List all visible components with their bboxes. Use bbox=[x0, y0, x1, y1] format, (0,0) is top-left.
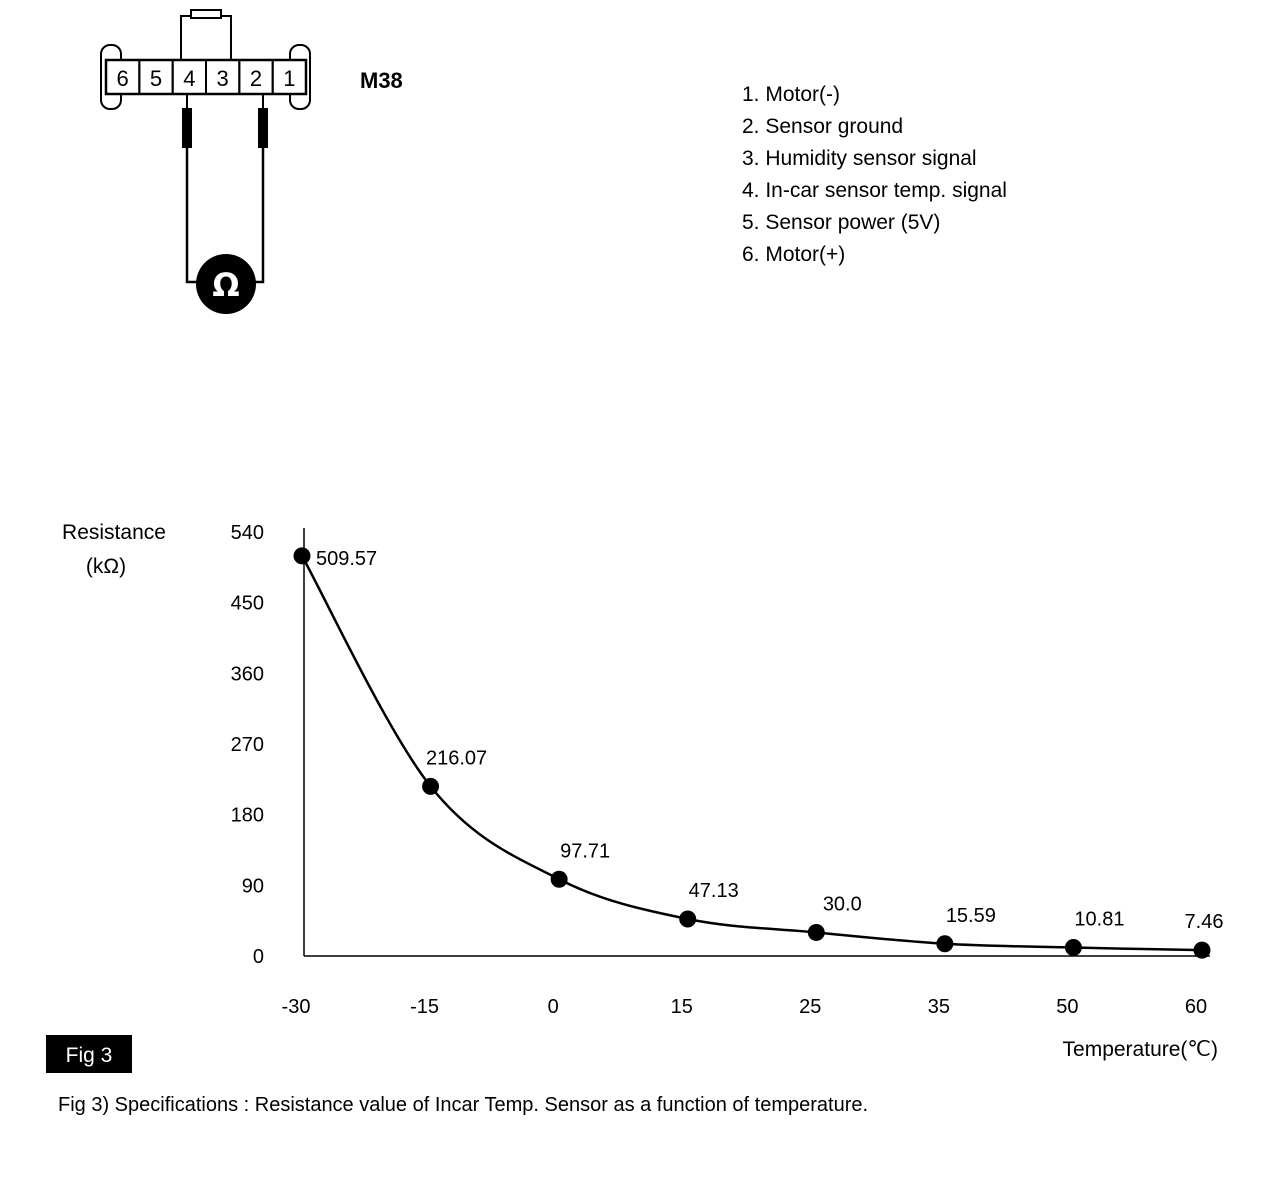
data-point bbox=[1194, 942, 1211, 959]
y-axis-unit: (kΩ) bbox=[85, 555, 127, 578]
connector-latch-tab bbox=[191, 10, 221, 18]
meter-lead-left bbox=[187, 148, 202, 282]
pin-legend-item: 2. Sensor ground bbox=[742, 115, 904, 138]
probe-right bbox=[258, 108, 268, 148]
y-tick-labels bbox=[231, 522, 264, 968]
data-label: 15.59 bbox=[945, 904, 996, 927]
pin-number: 4 bbox=[183, 66, 196, 91]
x-tick-labels bbox=[282, 996, 1208, 1018]
pin-number: 5 bbox=[149, 66, 163, 91]
y-tick-label: 540 bbox=[230, 522, 264, 544]
pin-legend-item: 3. Humidity sensor signal bbox=[742, 147, 977, 170]
pin-legend-item: 6. Motor(+) bbox=[742, 243, 846, 266]
y-tick-label: 270 bbox=[230, 734, 264, 756]
x-tick-label: -30 bbox=[281, 996, 311, 1018]
y-tick-label: 0 bbox=[252, 946, 264, 968]
y-tick-label: 180 bbox=[230, 804, 264, 827]
y-tick-label: 450 bbox=[230, 592, 264, 615]
data-point bbox=[422, 778, 439, 795]
y-axis-title: Resistance bbox=[62, 521, 166, 544]
data-point bbox=[936, 935, 953, 952]
y-tick-label: 360 bbox=[230, 663, 264, 686]
x-tick-label: 0 bbox=[547, 996, 559, 1018]
x-tick-label: 50 bbox=[1056, 996, 1079, 1018]
pin-legend-item: 1. Motor(-) bbox=[742, 83, 841, 106]
connector-label: M38 bbox=[360, 68, 403, 93]
pin-legend-item: 4. In-car sensor temp. signal bbox=[742, 179, 1007, 202]
pin-number: 2 bbox=[249, 66, 263, 91]
data-label: 97.71 bbox=[560, 840, 611, 863]
x-tick-label: 15 bbox=[670, 996, 693, 1018]
data-labels bbox=[316, 548, 1223, 933]
pin-number: 1 bbox=[283, 66, 296, 91]
data-point bbox=[679, 910, 696, 927]
figure-badge: Fig 3 bbox=[65, 1044, 113, 1067]
meter-lead-right bbox=[250, 148, 263, 282]
y-tick-label: 90 bbox=[241, 875, 264, 898]
x-tick-label: -15 bbox=[410, 996, 440, 1018]
pin-number: 6 bbox=[116, 66, 129, 91]
ohm-symbol: Ω bbox=[212, 266, 240, 304]
x-tick-label: 35 bbox=[927, 996, 950, 1018]
data-point bbox=[294, 547, 311, 564]
connector-diagram bbox=[101, 10, 403, 314]
data-label: 30.0 bbox=[822, 893, 862, 916]
probe-left bbox=[182, 108, 192, 148]
x-tick-label: 60 bbox=[1184, 996, 1208, 1018]
data-point bbox=[1065, 939, 1082, 956]
x-tick-label: 25 bbox=[799, 996, 822, 1018]
data-label: 509.57 bbox=[316, 547, 378, 570]
pin-number: 3 bbox=[216, 66, 229, 91]
resistance-chart bbox=[62, 521, 1223, 1061]
data-label: 47.13 bbox=[688, 879, 739, 902]
x-axis-title: Temperature(℃) bbox=[1062, 1038, 1218, 1061]
pin-legend bbox=[742, 83, 1007, 266]
data-label: 10.81 bbox=[1074, 908, 1125, 931]
data-point bbox=[808, 924, 825, 941]
pin-legend-item: 5. Sensor power (5V) bbox=[742, 211, 941, 234]
connector-latch bbox=[181, 16, 231, 62]
figure-caption: Fig 3) Specifications : Resistance value of Incar Temp. Sensor as a function of temperature. bbox=[58, 1094, 869, 1116]
data-label: 7.46 bbox=[1184, 911, 1224, 934]
data-point bbox=[551, 871, 568, 888]
data-label: 216.07 bbox=[425, 747, 488, 770]
